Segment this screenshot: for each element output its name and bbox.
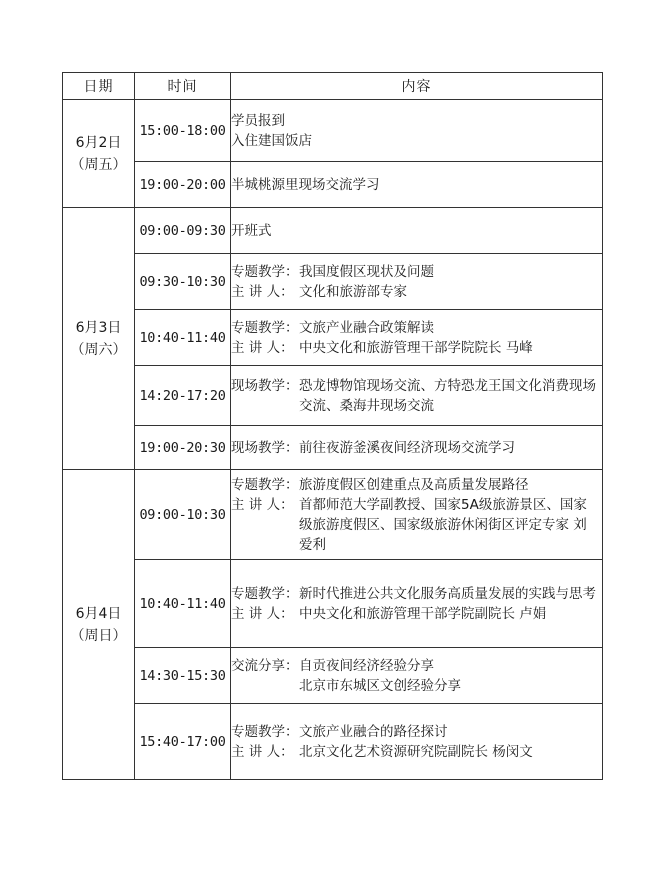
content-cell xyxy=(231,560,603,648)
day-date: 6月4日 xyxy=(75,605,122,622)
day-weekday: （周五） xyxy=(70,156,127,173)
table-row xyxy=(63,426,603,470)
day-cell xyxy=(63,208,135,470)
day-weekday: （周六） xyxy=(70,341,127,358)
exchange-text: 自贡夜间经济经验分享 xyxy=(299,657,434,674)
topic-label: 专题教学： xyxy=(231,476,299,493)
table-row xyxy=(63,208,603,254)
exchange-label: 交流分享： xyxy=(231,657,299,674)
content-cell xyxy=(231,310,603,366)
header-date: 日期 xyxy=(63,73,135,100)
content-cell xyxy=(231,470,603,560)
topic-label: 专题教学： xyxy=(231,319,299,336)
time-cell: 19:00-20:30 xyxy=(135,426,231,470)
table-row xyxy=(63,704,603,780)
header-row xyxy=(63,73,603,100)
day-cell xyxy=(63,100,135,208)
content-cell xyxy=(231,162,603,208)
header-content: 内容 xyxy=(231,73,603,100)
content-line: 学员报到 xyxy=(231,112,285,129)
table-row xyxy=(63,648,603,704)
table-row xyxy=(63,254,603,310)
time-cell: 15:40-17:00 xyxy=(135,704,231,780)
topic-label: 专题教学： xyxy=(231,585,299,602)
field-label: 现场教学： xyxy=(231,439,299,456)
topic-text: 我国度假区现状及问题 xyxy=(299,263,434,280)
day-date: 6月2日 xyxy=(75,134,122,151)
content-cell xyxy=(231,648,603,704)
table-row xyxy=(63,366,603,426)
schedule-table xyxy=(62,72,603,780)
speaker-text: 首都师范大学副教授、国家5A级旅游景区、国家级旅游度假区、国家级旅游休闲街区评定专家 刘爱利 xyxy=(299,496,587,553)
topic-label: 专题教学： xyxy=(231,723,299,740)
table-row xyxy=(63,162,603,208)
topic-text: 文旅产业融合政策解读 xyxy=(299,319,434,336)
content-cell xyxy=(231,208,603,254)
content-cell xyxy=(231,366,603,426)
field-text: 恐龙博物馆现场交流、方特恐龙王国文化消费现场交流、桑海井现场交流 xyxy=(299,377,596,414)
speaker-text: 中央文化和旅游管理干部学院院长 马峰 xyxy=(299,339,533,356)
speaker-text: 中央文化和旅游管理干部学院副院长 卢娟 xyxy=(299,605,547,622)
content-cell xyxy=(231,254,603,310)
topic-text: 文旅产业融合的路径探讨 xyxy=(299,723,448,740)
table-row xyxy=(63,100,603,162)
day-weekday: （周日） xyxy=(70,627,127,644)
speaker-label: 主 讲 人： xyxy=(231,743,294,760)
speaker-text: 北京文化艺术资源研究院副院长 杨闵文 xyxy=(299,743,533,760)
field-text: 前往夜游釜溪夜间经济现场交流学习 xyxy=(299,439,515,456)
topic-text: 旅游度假区创建重点及高质量发展路径 xyxy=(299,476,529,493)
time-cell: 14:20-17:20 xyxy=(135,366,231,426)
field-label: 现场教学： xyxy=(231,377,299,394)
time-cell: 10:40-11:40 xyxy=(135,560,231,648)
speaker-text: 文化和旅游部专家 xyxy=(299,283,407,300)
speaker-label: 主 讲 人： xyxy=(231,605,294,622)
table-row xyxy=(63,470,603,560)
content-cell xyxy=(231,704,603,780)
speaker-label: 主 讲 人： xyxy=(231,339,294,356)
speaker-label: 主 讲 人： xyxy=(231,283,294,300)
time-cell: 19:00-20:00 xyxy=(135,162,231,208)
time-cell: 09:30-10:30 xyxy=(135,254,231,310)
header-time: 时间 xyxy=(135,73,231,100)
table-row xyxy=(63,560,603,648)
time-cell: 10:40-11:40 xyxy=(135,310,231,366)
table-row xyxy=(63,310,603,366)
time-cell: 14:30-15:30 xyxy=(135,648,231,704)
content-cell xyxy=(231,100,603,162)
content-line: 开班式 xyxy=(231,222,272,239)
exchange-text: 北京市东城区文创经验分享 xyxy=(299,677,461,694)
content-cell xyxy=(231,426,603,470)
day-cell xyxy=(63,470,135,780)
day-date: 6月3日 xyxy=(75,319,122,336)
time-cell: 09:00-10:30 xyxy=(135,470,231,560)
topic-label: 专题教学： xyxy=(231,263,299,280)
content-line: 半城桃源里现场交流学习 xyxy=(231,176,380,193)
time-cell: 09:00-09:30 xyxy=(135,208,231,254)
content-line: 入住建国饭店 xyxy=(231,132,312,149)
speaker-label: 主 讲 人： xyxy=(231,496,294,513)
time-cell: 15:00-18:00 xyxy=(135,100,231,162)
topic-text: 新时代推进公共文化服务高质量发展的实践与思考 xyxy=(299,585,596,602)
